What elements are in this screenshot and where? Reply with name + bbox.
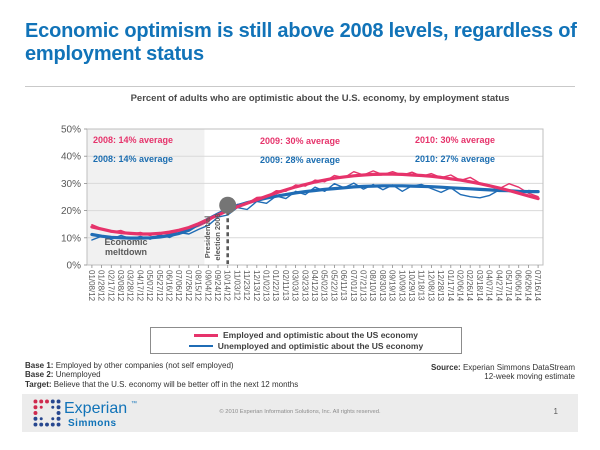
- svg-text:02/17/12: 02/17/12: [106, 270, 116, 302]
- svg-text:07/26/12: 07/26/12: [183, 270, 193, 302]
- annotation-2008-employed-average: 2008: 14% average: [92, 135, 174, 145]
- svg-text:20%: 20%: [60, 206, 81, 218]
- trademark-symbol: ™: [131, 401, 137, 407]
- svg-text:06/11/13: 06/11/13: [339, 270, 349, 301]
- svg-text:07/16/14: 07/16/14: [533, 270, 543, 302]
- svg-text:50%: 50%: [60, 124, 81, 136]
- annotation-2010-employed-average: 2010: 30% average: [414, 135, 496, 145]
- page-number: 1: [553, 407, 558, 416]
- source-line: Source: Experian Simmons DataStream: [430, 363, 575, 372]
- svg-text:07/21/13: 07/21/13: [358, 270, 368, 302]
- svg-text:12/13/12: 12/13/12: [251, 270, 261, 302]
- svg-text:09/24/12: 09/24/12: [213, 270, 222, 302]
- svg-text:11/03/12: 11/03/12: [232, 270, 242, 301]
- svg-text:09/19/13: 09/19/13: [387, 270, 397, 302]
- svg-text:02/06/14: 02/06/14: [455, 270, 465, 302]
- svg-text:07/01/13: 07/01/13: [348, 270, 358, 302]
- experian-logo-icon: [32, 398, 62, 433]
- svg-text:12/28/13: 12/28/13: [436, 270, 446, 302]
- svg-text:08/15/12: 08/15/12: [193, 270, 203, 302]
- svg-text:10%: 10%: [60, 233, 81, 245]
- svg-text:06/16/12: 06/16/12: [164, 270, 174, 302]
- svg-text:03/08/12: 03/08/12: [116, 270, 125, 302]
- target-line: Target: Believe that the U.S. economy will be better off in the next 12 months: [25, 379, 299, 389]
- svg-text:06/06/14: 06/06/14: [513, 270, 523, 302]
- svg-text:01/02/13: 01/02/13: [261, 270, 271, 302]
- annotation-2009-employed-average: 2009: 30% average: [259, 136, 341, 146]
- annotation-economic-meltdown: Economic meltdown: [104, 237, 148, 257]
- svg-text:10/29/13: 10/29/13: [407, 270, 416, 302]
- legend-item-unemployed: [189, 341, 423, 351]
- svg-text:02/26/14: 02/26/14: [465, 270, 475, 302]
- svg-text:10/09/13: 10/09/13: [397, 270, 407, 302]
- svg-text:04/17/12: 04/17/12: [135, 270, 145, 302]
- y-axis-labels: [61, 125, 87, 272]
- base-definitions: [25, 361, 298, 389]
- base2-line: Base 2: Unemployed: [25, 370, 101, 380]
- svg-text:03/18/14: 03/18/14: [474, 270, 484, 302]
- source-note: [431, 363, 575, 382]
- legend-item-employed: [194, 330, 418, 340]
- svg-text:04/27/14: 04/27/14: [494, 270, 504, 302]
- svg-text:40%: 40%: [60, 151, 81, 163]
- x-axis-labels: [87, 265, 542, 302]
- svg-text:10/14/12: 10/14/12: [222, 270, 232, 302]
- svg-text:08/10/13: 08/10/13: [368, 270, 378, 302]
- svg-text:05/17/14: 05/17/14: [504, 270, 513, 302]
- svg-text:09/04/12: 09/04/12: [203, 270, 213, 302]
- chart-subtitle: Percent of adults who are optimistic about the U.S. economy, by employment status: [130, 93, 510, 104]
- footer-bar: [22, 394, 578, 432]
- annotation-2008-unemployed-average: 2008: 14% average: [92, 154, 174, 164]
- svg-text:11/18/13: 11/18/13: [416, 270, 426, 301]
- experian-wordmark: Experian: [64, 400, 128, 417]
- legend-label-unemployed: Unemployed and optimistic about the US economy: [217, 341, 424, 351]
- annotation-presidential-election: Presidential election 2008: [203, 213, 222, 261]
- svg-text:03/03/13: 03/03/13: [290, 270, 300, 302]
- svg-text:06/26/14: 06/26/14: [523, 270, 533, 302]
- legend-label-employed: Employed and optimistic about the US economy: [222, 330, 419, 340]
- svg-text:08/30/13: 08/30/13: [377, 270, 387, 302]
- source-line2: 12-week moving estimate: [484, 372, 575, 382]
- svg-text:05/22/13: 05/22/13: [329, 270, 339, 302]
- base1-line: Base 1: Employed by other companies (not self employed): [25, 361, 234, 370]
- annotation-2009-unemployed-average: 2009: 28% average: [259, 155, 341, 165]
- svg-text:05/27/12: 05/27/12: [154, 270, 164, 302]
- chart-legend: [150, 327, 462, 354]
- annotation-2010-unemployed-average: 2010: 27% average: [414, 154, 496, 164]
- simmons-wordmark: Simmons: [68, 418, 117, 429]
- legend-line-unemployed-icon: [189, 345, 213, 347]
- svg-text:11/23/12: 11/23/12: [242, 270, 252, 301]
- legend-line-employed-icon: [194, 334, 218, 337]
- copyright-text: © 2010 Experian Information Solutions, Inc. All rights reserved.: [219, 409, 381, 415]
- svg-text:30%: 30%: [60, 178, 81, 190]
- svg-text:03/28/12: 03/28/12: [125, 270, 135, 302]
- svg-text:12/08/13: 12/08/13: [426, 270, 436, 302]
- svg-text:04/07/14: 04/07/14: [484, 270, 494, 302]
- page-title: Economic optimism is still above 2008 levels, regardless of employment status: [25, 20, 577, 66]
- svg-text:01/22/13: 01/22/13: [271, 270, 281, 302]
- svg-text:03/23/13: 03/23/13: [300, 270, 310, 302]
- svg-text:05/02/13: 05/02/13: [319, 270, 329, 302]
- svg-text:01/17/14: 01/17/14: [445, 270, 455, 302]
- svg-text:05/07/12: 05/07/12: [145, 270, 155, 302]
- svg-text:0%: 0%: [66, 260, 81, 272]
- svg-text:01/08/12: 01/08/12: [86, 270, 96, 302]
- svg-text:01/28/12: 01/28/12: [96, 270, 106, 302]
- svg-text:02/11/13: 02/11/13: [280, 270, 290, 301]
- svg-text:04/12/13: 04/12/13: [310, 270, 319, 302]
- svg-text:07/06/12: 07/06/12: [174, 270, 184, 302]
